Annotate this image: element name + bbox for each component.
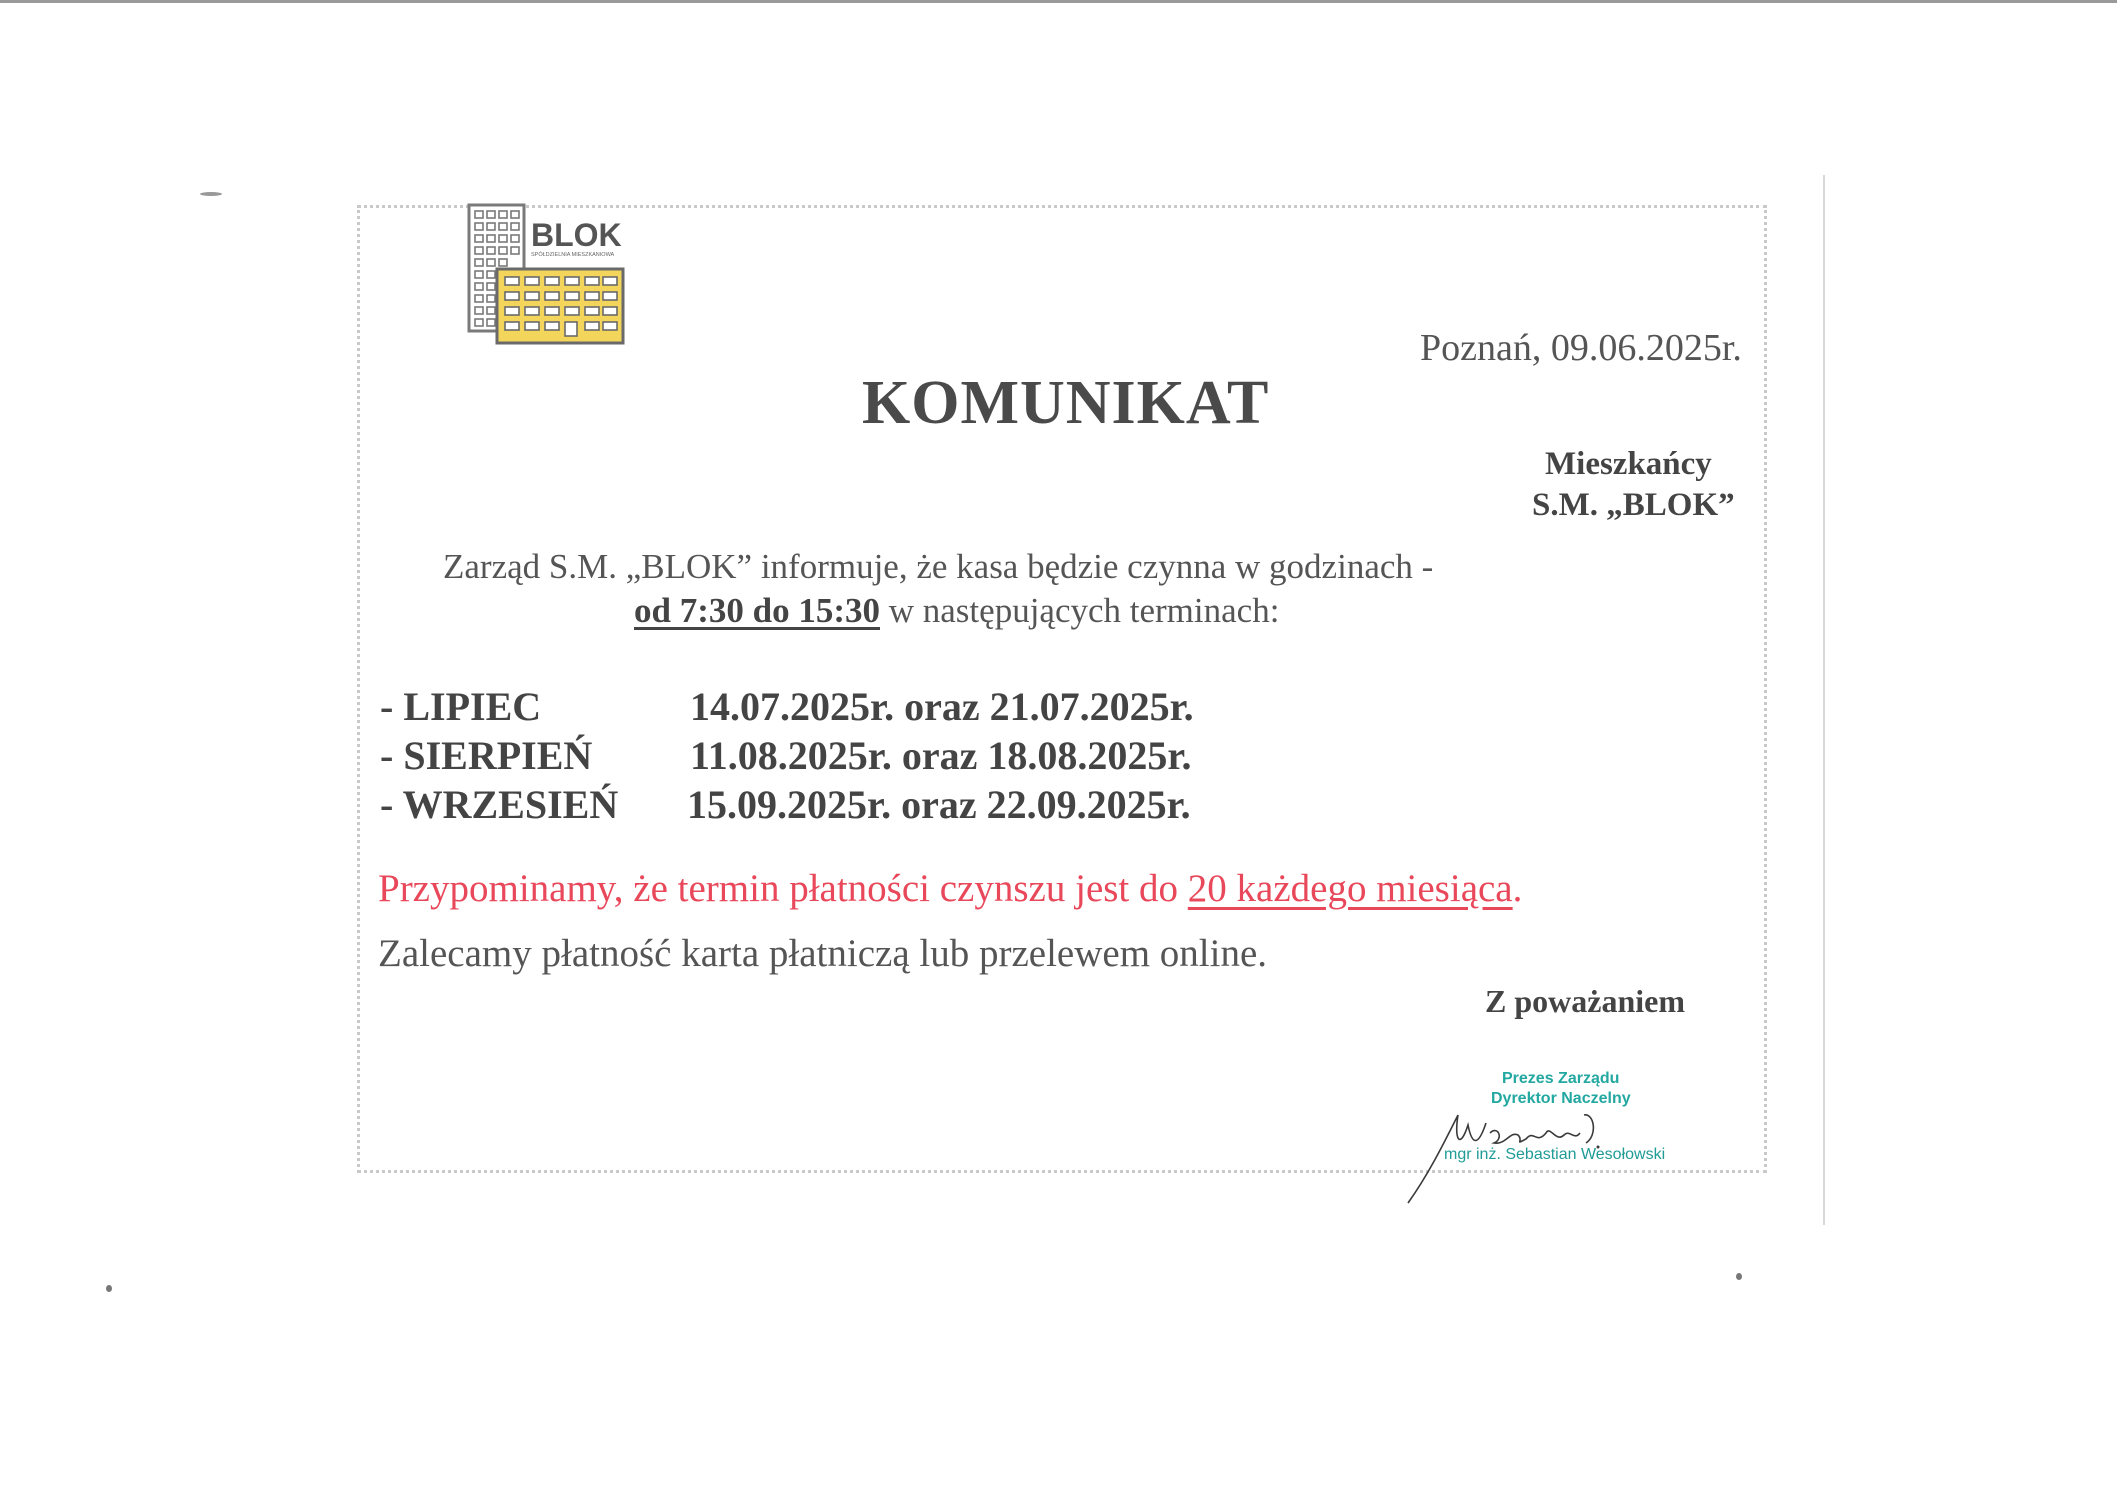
blok-logo [467,203,627,347]
schedule-month: - SIERPIEŃ [380,733,593,778]
schedule-month: - LIPIEC [380,684,542,729]
payment-reminder [378,866,1522,911]
scan-edge-top [0,0,2117,3]
logo-brand-text: BLOK [531,217,622,253]
notice-title: KOMUNIKAT [862,369,1270,437]
stamp-title-line-2: Dyrektor Naczelny [1491,1090,1631,1107]
schedule-dates: 15.09.2025r. oraz 22.09.2025r. [687,782,1191,827]
addressee-line-1: Mieszkańcy [1545,446,1712,482]
scan-speck [106,1285,112,1292]
stamp-signatory-name: mgr inż. Sebastian Wesołowski [1444,1146,1666,1163]
notice-date: Poznań, 09.06.2025r. [1420,327,1742,369]
scan-edge-right [1823,175,1825,1225]
reminder-end: . [1512,867,1523,910]
reminder-deadline: 20 każdego miesiąca [1187,867,1513,910]
intro-line-2 [634,591,1279,631]
stamp-title-line-1: Prezes Zarządu [1502,1070,1620,1087]
addressee-line-2: S.M. „BLOK” [1532,487,1735,523]
payment-advice: Zalecamy płatność karta płatniczą lub przelewem online. [378,932,1268,975]
schedule-month: - WRZESIEŃ [380,782,619,827]
schedule-dates: 11.08.2025r. oraz 18.08.2025r. [690,733,1192,778]
opening-hours: od 7:30 do 15:30 [634,591,880,630]
schedule-dates: 14.07.2025r. oraz 21.07.2025r. [690,684,1194,729]
closing-regards: Z poważaniem [1485,983,1685,1019]
intro-line-2-rest: w następujących terminach: [880,591,1280,630]
reminder-text: Przypominamy, że termin płatności czynszu jest do [378,867,1188,910]
intro-line-1: Zarząd S.M. „BLOK” informuje, że kasa będzie czynna w godzinach - [443,547,1434,586]
logo-tagline-text: SPÓŁDZIELNIA MIESZKANIOWA [531,252,615,258]
scan-speck [1736,1273,1742,1280]
scan-speck [200,192,222,196]
